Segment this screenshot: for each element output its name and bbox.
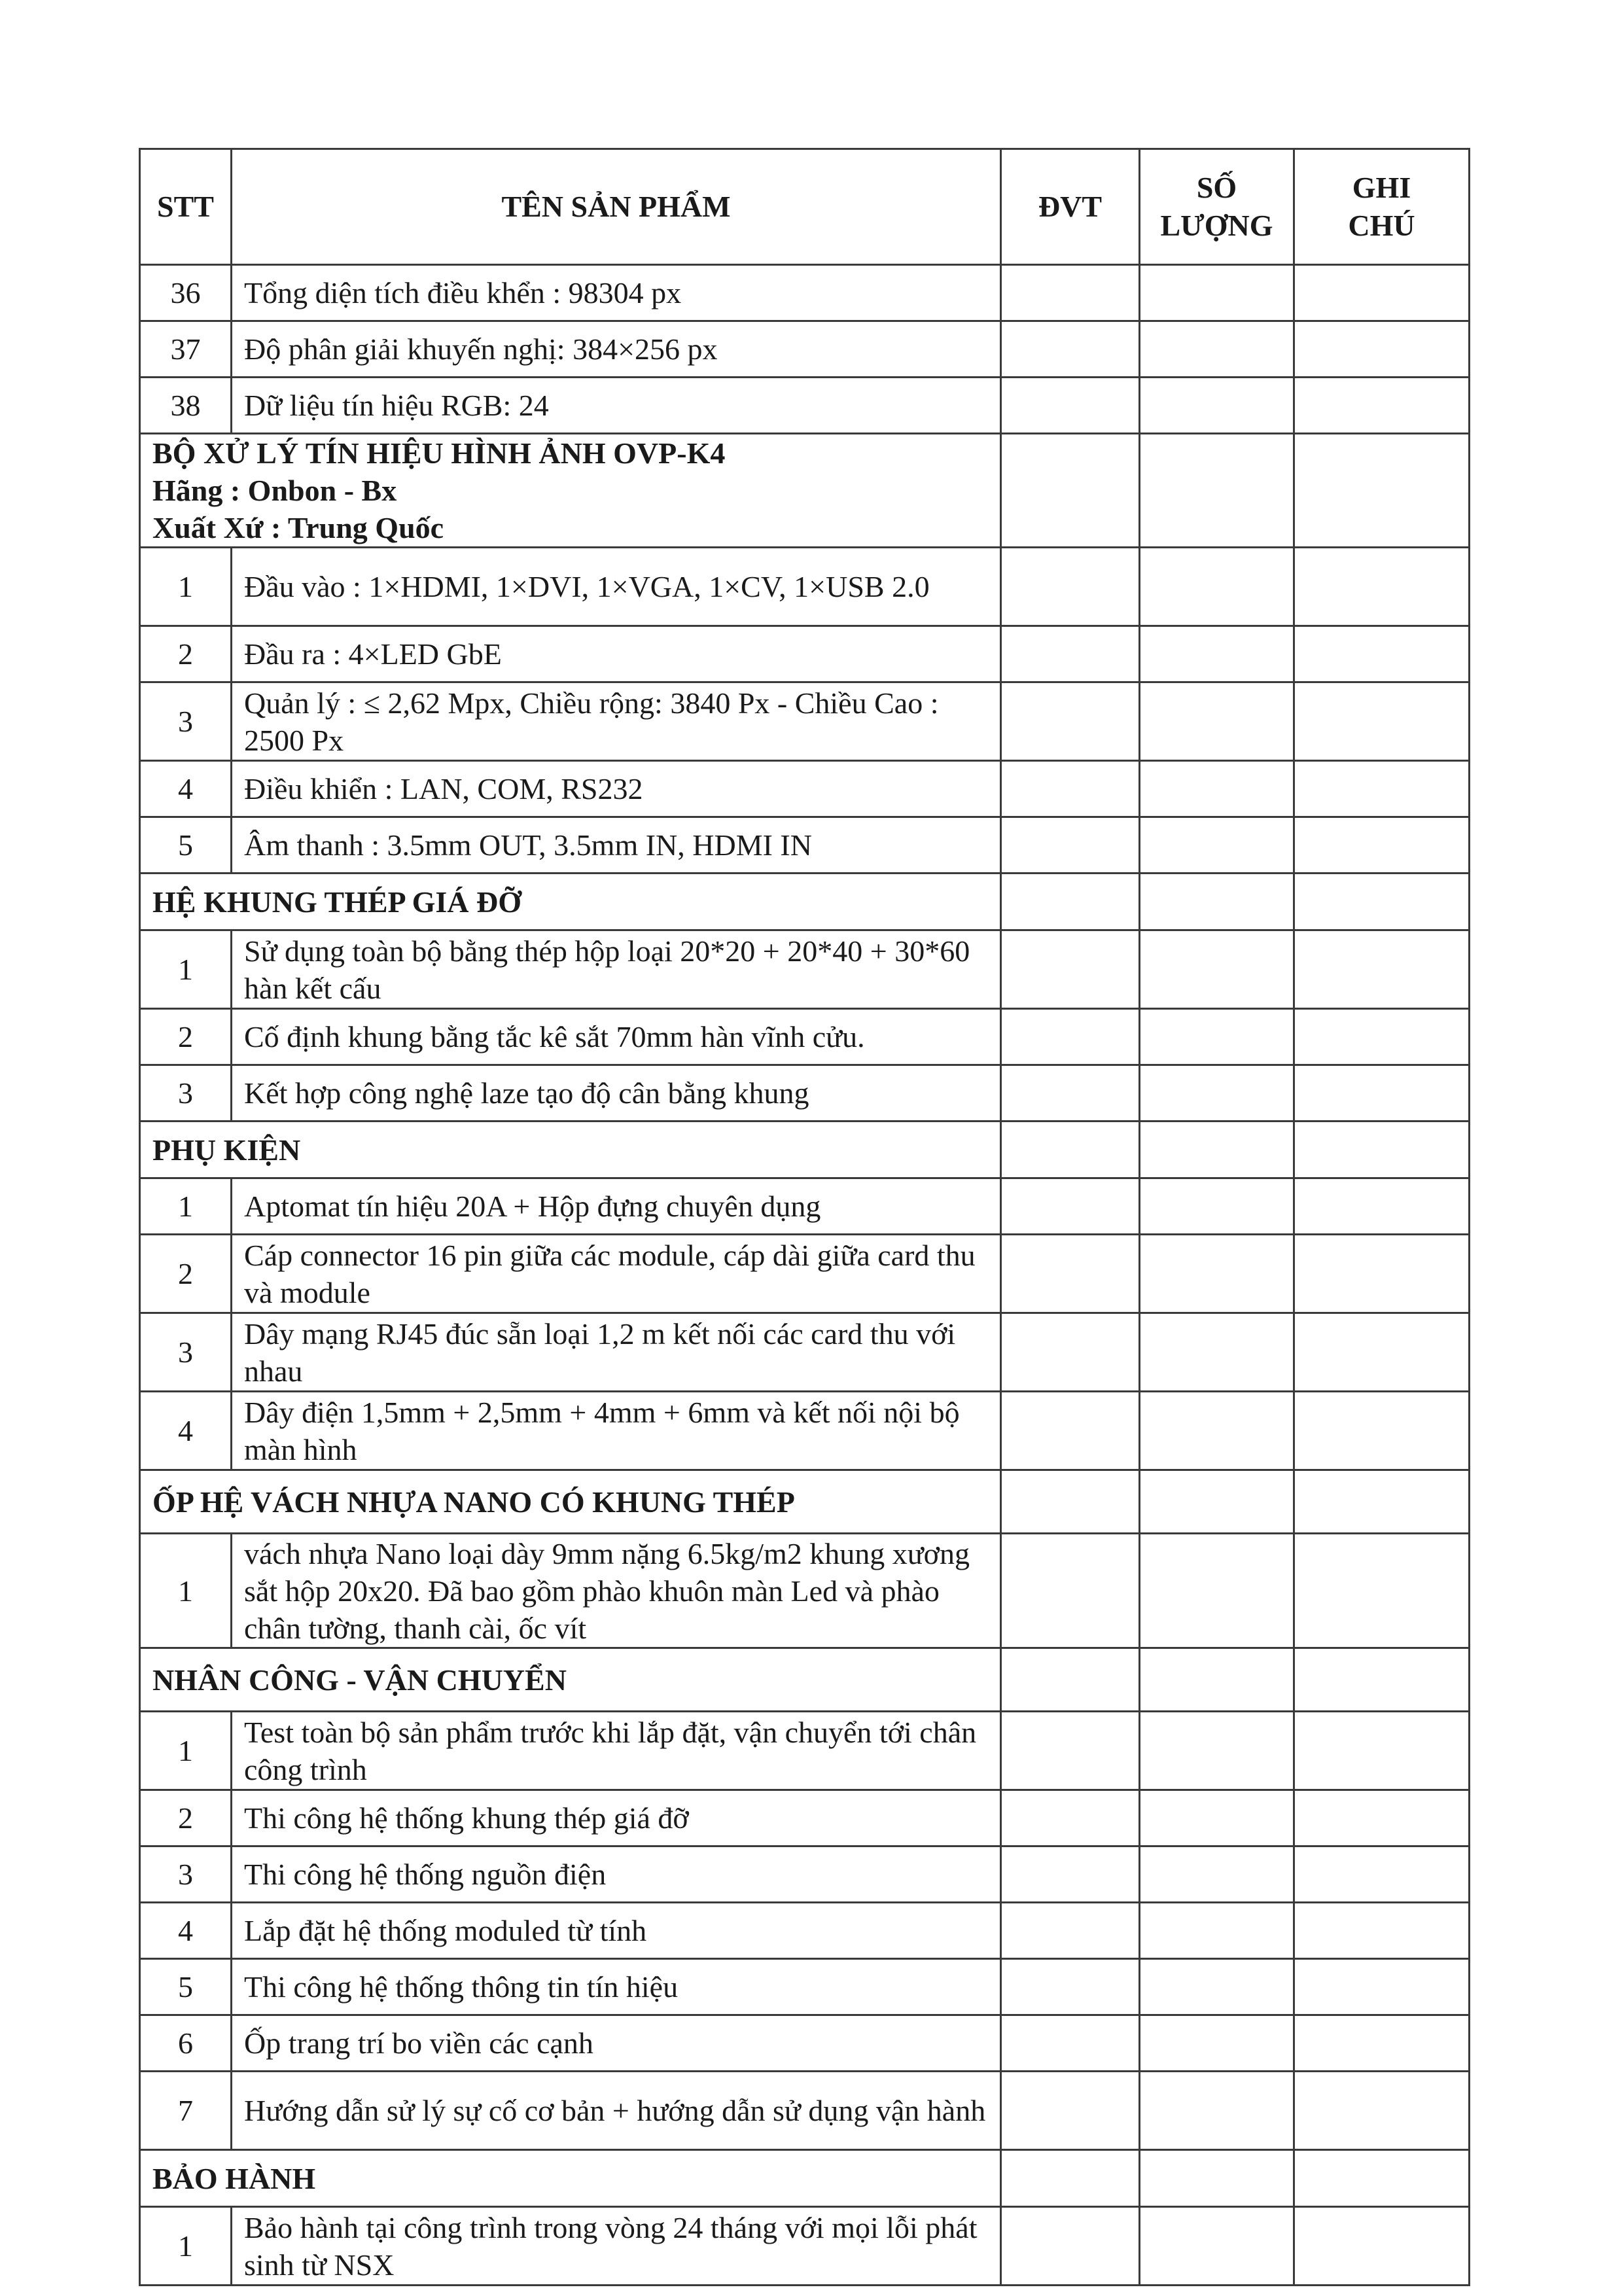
row-note-cell — [1294, 434, 1470, 548]
row-unit-cell — [1001, 2150, 1140, 2207]
table-row — [140, 1903, 1470, 1959]
row-quantity-cell — [1140, 2015, 1294, 2072]
section-title: HỆ KHUNG THÉP GIÁ ĐỠ — [140, 874, 1001, 930]
table-row — [140, 1065, 1470, 1122]
row-unit-cell — [1001, 265, 1140, 321]
table-row — [140, 817, 1470, 874]
section-title: NHÂN CÔNG - VẬN CHUYỂN — [140, 1648, 1001, 1712]
row-unit-cell — [1001, 1790, 1140, 1846]
row-note-cell — [1294, 1712, 1470, 1790]
row-note-cell — [1294, 1534, 1470, 1648]
row-product-name: Ốp trang trí bo viền các cạnh — [232, 2015, 1001, 2072]
row-product-name: Cáp connector 16 pin giữa các module, cáp dài giữa card thu và module — [232, 1235, 1001, 1313]
row-product-name: Lắp đặt hệ thống moduled từ tính — [232, 1903, 1001, 1959]
section-title: BẢO HÀNH — [140, 2150, 1001, 2207]
table-row — [140, 1009, 1470, 1065]
row-quantity-cell — [1140, 1470, 1294, 1534]
row-quantity-cell — [1140, 1009, 1294, 1065]
table-row — [140, 930, 1470, 1009]
row-quantity-cell — [1140, 434, 1294, 548]
header-quantity: SỐ LƯỢNG — [1140, 149, 1294, 265]
row-stt: 2 — [140, 626, 232, 682]
row-stt: 1 — [140, 548, 232, 626]
section-title: PHỤ KIỆN — [140, 1122, 1001, 1178]
row-unit-cell — [1001, 434, 1140, 548]
row-stt: 1 — [140, 1534, 232, 1648]
row-note-cell — [1294, 1065, 1470, 1122]
row-unit-cell — [1001, 1313, 1140, 1392]
row-quantity-cell — [1140, 1178, 1294, 1235]
table-row — [140, 1790, 1470, 1846]
row-stt: 5 — [140, 1959, 232, 2015]
row-stt: 2 — [140, 1009, 232, 1065]
row-note-cell — [1294, 626, 1470, 682]
table-row — [140, 626, 1470, 682]
row-quantity-cell — [1140, 817, 1294, 874]
row-quantity-cell — [1140, 1065, 1294, 1122]
row-unit-cell — [1001, 1470, 1140, 1534]
row-note-cell — [1294, 1903, 1470, 1959]
table-row — [140, 1712, 1470, 1790]
header-product-name: TÊN SẢN PHẨM — [232, 149, 1001, 265]
row-unit-cell — [1001, 2072, 1140, 2150]
row-note-cell — [1294, 1178, 1470, 1235]
table-row — [140, 1178, 1470, 1235]
row-unit-cell — [1001, 1534, 1140, 1648]
row-unit-cell — [1001, 1065, 1140, 1122]
row-product-name: Tổng diện tích điều khển : 98304 px — [232, 265, 1001, 321]
row-quantity-cell — [1140, 682, 1294, 761]
row-note-cell — [1294, 1009, 1470, 1065]
row-stt: 6 — [140, 2015, 232, 2072]
row-quantity-cell — [1140, 1903, 1294, 1959]
row-unit-cell — [1001, 1178, 1140, 1235]
table-row — [140, 378, 1470, 434]
row-quantity-cell — [1140, 265, 1294, 321]
row-product-name: Thi công hệ thống khung thép giá đỡ — [232, 1790, 1001, 1846]
row-unit-cell — [1001, 1648, 1140, 1712]
row-note-cell — [1294, 682, 1470, 761]
row-product-name: Bảo hành tại công trình trong vòng 24 tháng với mọi lỗi phát sinh từ NSX — [232, 2207, 1001, 2286]
row-note-cell — [1294, 1790, 1470, 1846]
row-note-cell — [1294, 1122, 1470, 1178]
row-note-cell — [1294, 817, 1470, 874]
row-unit-cell — [1001, 1903, 1140, 1959]
row-unit-cell — [1001, 1235, 1140, 1313]
row-note-cell — [1294, 2150, 1470, 2207]
header-unit: ĐVT — [1001, 149, 1140, 265]
section-row — [140, 874, 1470, 930]
row-stt: 2 — [140, 1790, 232, 1846]
row-quantity-cell — [1140, 1648, 1294, 1712]
row-stt: 4 — [140, 761, 232, 817]
row-unit-cell — [1001, 2207, 1140, 2286]
row-unit-cell — [1001, 874, 1140, 930]
row-stt: 3 — [140, 1313, 232, 1392]
row-quantity-cell — [1140, 1392, 1294, 1470]
row-quantity-cell — [1140, 548, 1294, 626]
row-quantity-cell — [1140, 2072, 1294, 2150]
section-title: BỘ XỬ LÝ TÍN HIỆU HÌNH ẢNH OVP-K4 Hãng : Onbon - Bx Xuất Xứ : Trung Quốc — [140, 434, 1001, 548]
row-unit-cell — [1001, 1712, 1140, 1790]
row-quantity-cell — [1140, 1712, 1294, 1790]
product-table — [139, 148, 1470, 2286]
row-product-name: Độ phân giải khuyến nghị: 384×256 px — [232, 321, 1001, 378]
row-unit-cell — [1001, 1009, 1140, 1065]
row-unit-cell — [1001, 817, 1140, 874]
row-stt: 36 — [140, 265, 232, 321]
table-row — [140, 2015, 1470, 2072]
row-product-name: Âm thanh : 3.5mm OUT, 3.5mm IN, HDMI IN — [232, 817, 1001, 874]
row-stt: 3 — [140, 1846, 232, 1903]
table-row — [140, 321, 1470, 378]
row-quantity-cell — [1140, 626, 1294, 682]
row-unit-cell — [1001, 378, 1140, 434]
table-row — [140, 548, 1470, 626]
row-note-cell — [1294, 2015, 1470, 2072]
row-product-name: Cố định khung bằng tắc kê sắt 70mm hàn vĩnh cửu. — [232, 1009, 1001, 1065]
row-note-cell — [1294, 1648, 1470, 1712]
row-stt: 37 — [140, 321, 232, 378]
row-unit-cell — [1001, 682, 1140, 761]
row-quantity-cell — [1140, 1122, 1294, 1178]
section-row — [140, 2150, 1470, 2207]
row-note-cell — [1294, 874, 1470, 930]
row-stt: 1 — [140, 1178, 232, 1235]
row-quantity-cell — [1140, 321, 1294, 378]
header-stt: STT — [140, 149, 232, 265]
row-quantity-cell — [1140, 874, 1294, 930]
row-unit-cell — [1001, 321, 1140, 378]
row-stt: 7 — [140, 2072, 232, 2150]
row-product-name: Đầu vào : 1×HDMI, 1×DVI, 1×VGA, 1×CV, 1×USB 2.0 — [232, 548, 1001, 626]
row-unit-cell — [1001, 930, 1140, 1009]
table-row — [140, 761, 1470, 817]
row-unit-cell — [1001, 1846, 1140, 1903]
table-row — [140, 1392, 1470, 1470]
table-row — [140, 1235, 1470, 1313]
row-note-cell — [1294, 1235, 1470, 1313]
row-product-name: Kết hợp công nghệ laze tạo độ cân bằng khung — [232, 1065, 1001, 1122]
row-product-name: Điều khiển : LAN, COM, RS232 — [232, 761, 1001, 817]
table-row — [140, 2207, 1470, 2286]
row-product-name: Thi công hệ thống thông tin tín hiệu — [232, 1959, 1001, 2015]
row-stt: 1 — [140, 1712, 232, 1790]
row-quantity-cell — [1140, 378, 1294, 434]
row-product-name: Sử dụng toàn bộ bằng thép hộp loại 20*20 + 20*40 + 30*60 hàn kết cấu — [232, 930, 1001, 1009]
row-note-cell — [1294, 761, 1470, 817]
table-row — [140, 2072, 1470, 2150]
row-note-cell — [1294, 548, 1470, 626]
table-row — [140, 682, 1470, 761]
row-unit-cell — [1001, 761, 1140, 817]
row-quantity-cell — [1140, 1534, 1294, 1648]
table-row — [140, 1534, 1470, 1648]
table-body — [140, 265, 1470, 2286]
row-quantity-cell — [1140, 1790, 1294, 1846]
row-note-cell — [1294, 2207, 1470, 2286]
row-note-cell — [1294, 378, 1470, 434]
row-stt: 1 — [140, 930, 232, 1009]
table-row — [140, 1959, 1470, 2015]
row-stt: 3 — [140, 682, 232, 761]
row-quantity-cell — [1140, 1959, 1294, 2015]
row-stt: 2 — [140, 1235, 232, 1313]
row-stt: 1 — [140, 2207, 232, 2286]
row-unit-cell — [1001, 1122, 1140, 1178]
row-note-cell — [1294, 265, 1470, 321]
row-product-name: Test toàn bộ sản phẩm trước khi lắp đặt, vận chuyển tới chân công trình — [232, 1712, 1001, 1790]
row-quantity-cell — [1140, 2207, 1294, 2286]
row-stt: 38 — [140, 378, 232, 434]
section-row — [140, 434, 1470, 548]
row-unit-cell — [1001, 1392, 1140, 1470]
row-quantity-cell — [1140, 761, 1294, 817]
row-product-name: Aptomat tín hiệu 20A + Hộp đựng chuyên dụng — [232, 1178, 1001, 1235]
section-row — [140, 1122, 1470, 1178]
table-row — [140, 265, 1470, 321]
row-product-name: Dây mạng RJ45 đúc sẵn loại 1,2 m kết nối các card thu với nhau — [232, 1313, 1001, 1392]
table-row — [140, 1313, 1470, 1392]
row-quantity-cell — [1140, 930, 1294, 1009]
row-note-cell — [1294, 1392, 1470, 1470]
row-quantity-cell — [1140, 1846, 1294, 1903]
row-stt: 4 — [140, 1392, 232, 1470]
row-note-cell — [1294, 2072, 1470, 2150]
row-product-name: vách nhựa Nano loại dày 9mm nặng 6.5kg/m2 khung xương sắt hộp 20x20. Đã bao gồm phào khuôn màn Led và phào chân tường, thanh cài, ốc vít — [232, 1534, 1001, 1648]
section-row — [140, 1648, 1470, 1712]
row-quantity-cell — [1140, 1235, 1294, 1313]
row-unit-cell — [1001, 548, 1140, 626]
row-product-name: Thi công hệ thống nguồn điện — [232, 1846, 1001, 1903]
row-quantity-cell — [1140, 1313, 1294, 1392]
row-stt: 3 — [140, 1065, 232, 1122]
table-row — [140, 1846, 1470, 1903]
row-product-name: Quản lý : ≤ 2,62 Mpx, Chiều rộng: 3840 Px - Chiều Cao : 2500 Px — [232, 682, 1001, 761]
row-note-cell — [1294, 1959, 1470, 2015]
section-row — [140, 1470, 1470, 1534]
row-product-name: Đầu ra : 4×LED GbE — [232, 626, 1001, 682]
row-unit-cell — [1001, 1959, 1140, 2015]
row-unit-cell — [1001, 2015, 1140, 2072]
row-product-name: Hướng dẫn sử lý sự cố cơ bản + hướng dẫn sử dụng vận hành — [232, 2072, 1001, 2150]
header-note: GHI CHÚ — [1294, 149, 1470, 265]
section-title: ỐP HỆ VÁCH NHỰA NANO CÓ KHUNG THÉP — [140, 1470, 1001, 1534]
row-note-cell — [1294, 1313, 1470, 1392]
row-quantity-cell — [1140, 2150, 1294, 2207]
row-unit-cell — [1001, 626, 1140, 682]
row-product-name: Dữ liệu tín hiệu RGB: 24 — [232, 378, 1001, 434]
row-stt: 5 — [140, 817, 232, 874]
row-product-name: Dây điện 1,5mm + 2,5mm + 4mm + 6mm và kết nối nội bộ màn hình — [232, 1392, 1001, 1470]
row-stt: 4 — [140, 1903, 232, 1959]
table-header-row — [140, 149, 1470, 265]
row-note-cell — [1294, 1846, 1470, 1903]
row-note-cell — [1294, 930, 1470, 1009]
row-note-cell — [1294, 321, 1470, 378]
row-note-cell — [1294, 1470, 1470, 1534]
